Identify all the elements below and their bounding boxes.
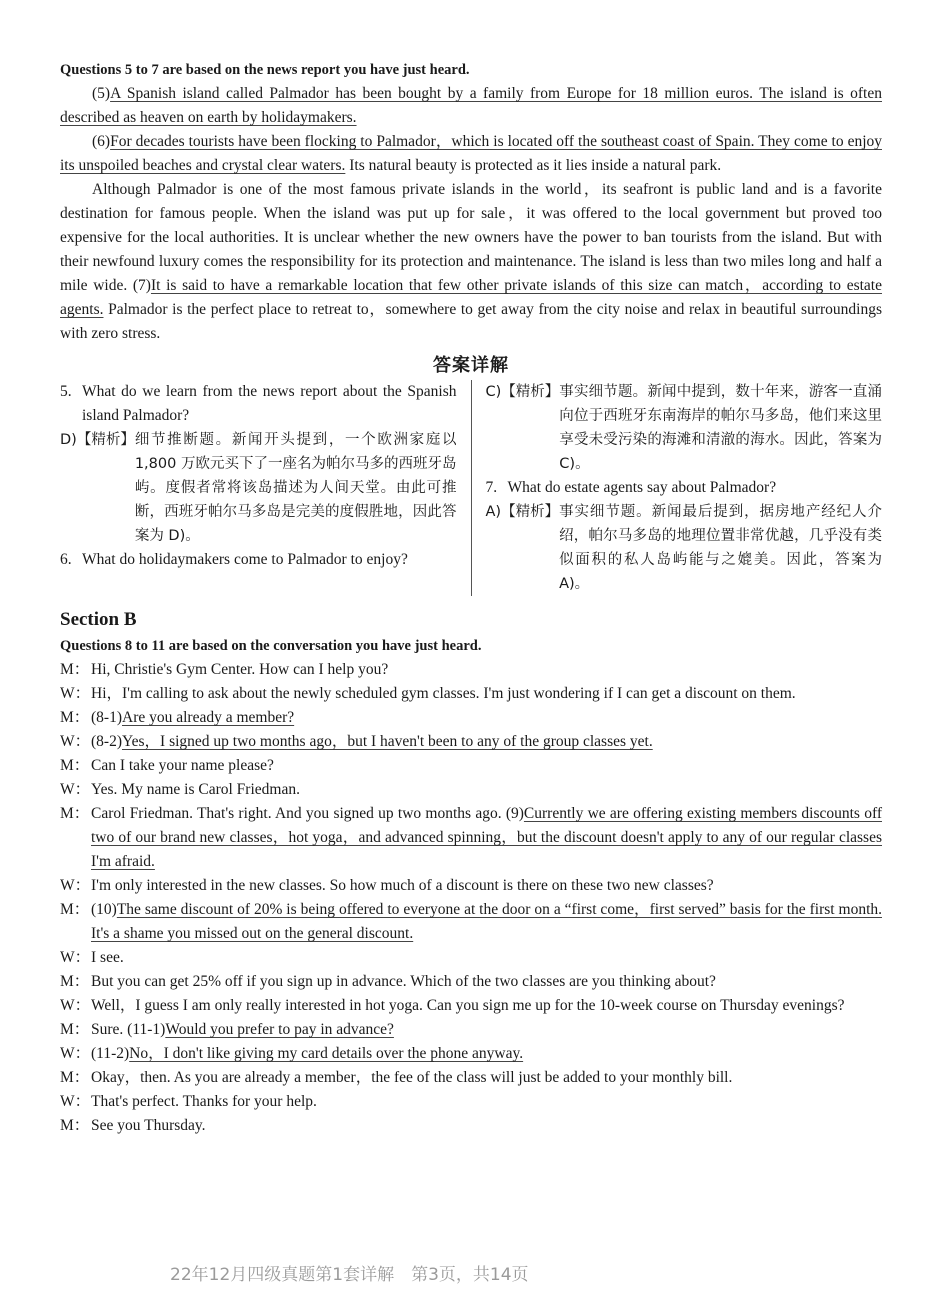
underlined-answer-6: For decades tourists have been flocking to Palmador，which is located off the southeast coast of Spain. They come to enjoy its unspoiled beaches and crystal clear waters. bbox=[60, 133, 882, 174]
dialogue-segment: Hi, Christie's Gym Center. How can I help you? bbox=[91, 661, 389, 678]
speaker-label: W： bbox=[60, 949, 91, 966]
dialogue-text bbox=[91, 970, 882, 994]
speaker-label: W： bbox=[60, 997, 91, 1014]
questions-8-11-heading: Questions 8 to 11 are based on the conversation you have just heard. bbox=[60, 638, 482, 654]
answer-6 bbox=[486, 380, 883, 476]
dialogue-segment: (8-1) bbox=[91, 709, 122, 726]
dialogue-segment: (11-2) bbox=[91, 1045, 130, 1062]
news-paragraph-1 bbox=[60, 82, 882, 130]
dialogue-line bbox=[60, 754, 882, 778]
dialogue-line bbox=[60, 1042, 882, 1066]
dialogue-text bbox=[91, 1042, 882, 1066]
answer-columns bbox=[60, 380, 882, 596]
answer-column-left bbox=[60, 380, 472, 596]
dialogue-segment: (10) bbox=[91, 901, 117, 918]
speaker-label: W： bbox=[60, 781, 91, 798]
underlined-answer: Currently we are offering existing members discounts off two of our brand new classes，hot yoga，and advanced spinning，but the discount doesn't apply to any of our regular classes I'm afraid. bbox=[91, 805, 882, 870]
underlined-answer: Are you already a member? bbox=[122, 709, 295, 726]
dialogue-segment: Yes. My name is Carol Friedman. bbox=[91, 781, 300, 798]
speaker-label: M： bbox=[60, 805, 90, 822]
answer-label: A)【精析】 bbox=[485, 504, 560, 520]
answer-explanation: 事实细节题。新闻最后提到，据房地产经纪人介绍，帕尔马多岛的地理位置非常优越，几乎没有类似面积的私人岛屿能与之媲美。因此，答案为 A)。 bbox=[559, 504, 882, 592]
dialogue-text bbox=[91, 1066, 882, 1090]
answer-explanation-title: 答案详解 bbox=[433, 355, 509, 376]
paragraph-text: Palmador is the perfect place to retreat to，somewhere to get away from the city noise and relax in beautiful surroundings with zero stress. bbox=[60, 301, 882, 342]
news-paragraph-3 bbox=[60, 178, 882, 346]
question-marker-7: (7) bbox=[132, 277, 151, 294]
page-footer: 22年12月四级真题第1套详解 第3页，共14页 bbox=[170, 1265, 529, 1285]
question-marker-5: (5) bbox=[92, 85, 111, 102]
underlined-answer: Would you prefer to pay in advance? bbox=[165, 1021, 394, 1038]
speaker-label: M： bbox=[60, 661, 90, 678]
answer-column-right bbox=[472, 380, 883, 596]
dialogue-segment: Sure. (11-1) bbox=[91, 1021, 166, 1038]
underlined-answer: The same discount of 20% is being offered to everyone at the door on a “first come，first served” basis for the first month. It's a shame you missed out on the general discount. bbox=[91, 901, 882, 942]
dialogue-text bbox=[91, 730, 882, 754]
dialogue-line bbox=[60, 730, 882, 754]
speaker-label: M： bbox=[60, 709, 90, 726]
question-text: What do we learn from the news report about the Spanish island Palmador? bbox=[82, 383, 457, 424]
answer-explanation: 事实细节题。新闻中提到，数十年来，游客一直涌向位于西班牙东南海岸的帕尔马多岛，他们来这里享受未受污染的海滩和清澈的海水。因此，答案为 C)。 bbox=[559, 384, 882, 472]
dialogue-text bbox=[91, 778, 882, 802]
dialogue-line bbox=[60, 994, 882, 1018]
answer-label: D)【精析】 bbox=[60, 432, 135, 448]
dialogue-text bbox=[91, 1090, 882, 1114]
answer-explanation: 细节推断题。新闻开头提到，一个欧洲家庭以 1,800 万欧元买下了一座名为帕尔马多的西班牙岛屿。度假者常将该岛描述为人间天堂。由此可推断，西班牙帕尔马多岛是完美的度假胜地，因此答案为 D)。 bbox=[134, 432, 457, 544]
speaker-label: M： bbox=[60, 1069, 90, 1086]
dialogue-text bbox=[91, 1114, 882, 1138]
paragraph-text: Its natural beauty is protected as it lies inside a natural park. bbox=[345, 157, 722, 174]
question-text: What do holidaymakers come to Palmador to enjoy? bbox=[82, 551, 408, 568]
speaker-label: W： bbox=[60, 1045, 91, 1062]
dialogue-line bbox=[60, 1066, 882, 1090]
question-number: 6. bbox=[60, 551, 72, 568]
dialogue-segment: Okay，then. As you are already a member，the fee of the class will just be added to your monthly bill. bbox=[91, 1069, 733, 1086]
question-5 bbox=[60, 380, 457, 428]
question-6 bbox=[60, 548, 457, 572]
speaker-label: W： bbox=[60, 877, 91, 894]
dialogue-segment: Can I take your name please? bbox=[91, 757, 274, 774]
dialogue-line bbox=[60, 1090, 882, 1114]
question-text: What do estate agents say about Palmador? bbox=[507, 479, 777, 496]
dialogue-line bbox=[60, 1018, 882, 1042]
dialogue-line bbox=[60, 802, 882, 874]
dialogue-line bbox=[60, 706, 882, 730]
dialogue-text bbox=[91, 658, 882, 682]
news-paragraph-2 bbox=[60, 130, 882, 178]
dialogue-segment: See you Thursday. bbox=[91, 1117, 206, 1134]
underlined-answer-5: A Spanish island called Palmador has been bought by a family from Europe for 18 million euros. The island is often described as heaven on earth by holidaymakers. bbox=[60, 85, 882, 126]
dialogue-text bbox=[91, 874, 882, 898]
dialogue-line bbox=[60, 1114, 882, 1138]
speaker-label: M： bbox=[60, 901, 90, 918]
speaker-label: M： bbox=[60, 973, 90, 990]
dialogue-text bbox=[91, 802, 882, 874]
dialogue-text bbox=[91, 706, 882, 730]
dialogue-text bbox=[91, 898, 882, 946]
dialogue-text bbox=[91, 1018, 882, 1042]
speaker-label: M： bbox=[60, 1021, 90, 1038]
dialogue-line bbox=[60, 874, 882, 898]
dialogue-text bbox=[91, 754, 882, 778]
dialogue-segment: (8-2) bbox=[91, 733, 122, 750]
question-7 bbox=[486, 476, 883, 500]
section-b-title: Section B bbox=[60, 609, 137, 630]
dialogue-segment: But you can get 25% off if you sign up in advance. Which of the two classes are you thinking about? bbox=[91, 973, 716, 990]
speaker-label: W： bbox=[60, 685, 91, 702]
speaker-label: M： bbox=[60, 1117, 90, 1134]
underlined-answer: Yes，I signed up two months ago，but I haven't been to any of the group classes yet. bbox=[122, 733, 653, 750]
question-marker-6: (6) bbox=[92, 133, 111, 150]
question-number: 7. bbox=[485, 479, 498, 496]
dialogue-segment: Carol Friedman. That's right. And you signed up two months ago. (9) bbox=[91, 805, 524, 822]
speaker-label: W： bbox=[60, 1093, 91, 1110]
dialogue-line bbox=[60, 778, 882, 802]
dialogue-segment: Well，I guess I am only really interested in hot yoga. Can you sign me up for the 10-week course on Thursday evenings? bbox=[91, 997, 845, 1014]
question-number: 5. bbox=[60, 383, 72, 400]
dialogue-line bbox=[60, 970, 882, 994]
underlined-answer: No，I don't like giving my card details over the phone anyway. bbox=[129, 1045, 524, 1062]
questions-5-7-heading: Questions 5 to 7 are based on the news report you have just heard. bbox=[60, 62, 470, 78]
speaker-label: M： bbox=[60, 757, 90, 774]
dialogue-segment: Hi，I'm calling to ask about the newly scheduled gym classes. I'm just wondering if I can get a discount on them. bbox=[91, 685, 796, 702]
answer-label: C)【精析】 bbox=[485, 384, 560, 400]
dialogue-line bbox=[60, 946, 882, 970]
dialogue-text bbox=[91, 682, 882, 706]
answer-5 bbox=[60, 428, 457, 548]
dialogue-text bbox=[91, 946, 882, 970]
paragraph-text: Although Palmador is one of the most famous private islands in the world，its seafront is public land and is a favorite destination for famous people. When the island was put up for sale，it was offered to the local government but proved too expensive for the local authorities. It is unclear whether the new owners have the power to ban tourists from the island. But with their newfound luxury comes the responsibility for its protection and maintenance. The island is less than two miles long and half a mile wide. bbox=[60, 181, 882, 294]
dialogue-line bbox=[60, 682, 882, 706]
dialogue-segment: I see. bbox=[91, 949, 124, 966]
dialogue-line bbox=[60, 898, 882, 946]
underlined-answer-7: It is said to have a remarkable location that few other private islands of this size can match，according to estate agents. bbox=[60, 277, 882, 318]
dialogue-segment: I'm only interested in the new classes. So how much of a discount is there on these two new classes? bbox=[91, 877, 714, 894]
dialogue-segment: That's perfect. Thanks for your help. bbox=[91, 1093, 317, 1110]
speaker-label: W： bbox=[60, 733, 91, 750]
dialogue-line bbox=[60, 658, 882, 682]
dialogue-text bbox=[91, 994, 882, 1018]
answer-7 bbox=[486, 500, 883, 596]
conversation bbox=[60, 658, 882, 1138]
